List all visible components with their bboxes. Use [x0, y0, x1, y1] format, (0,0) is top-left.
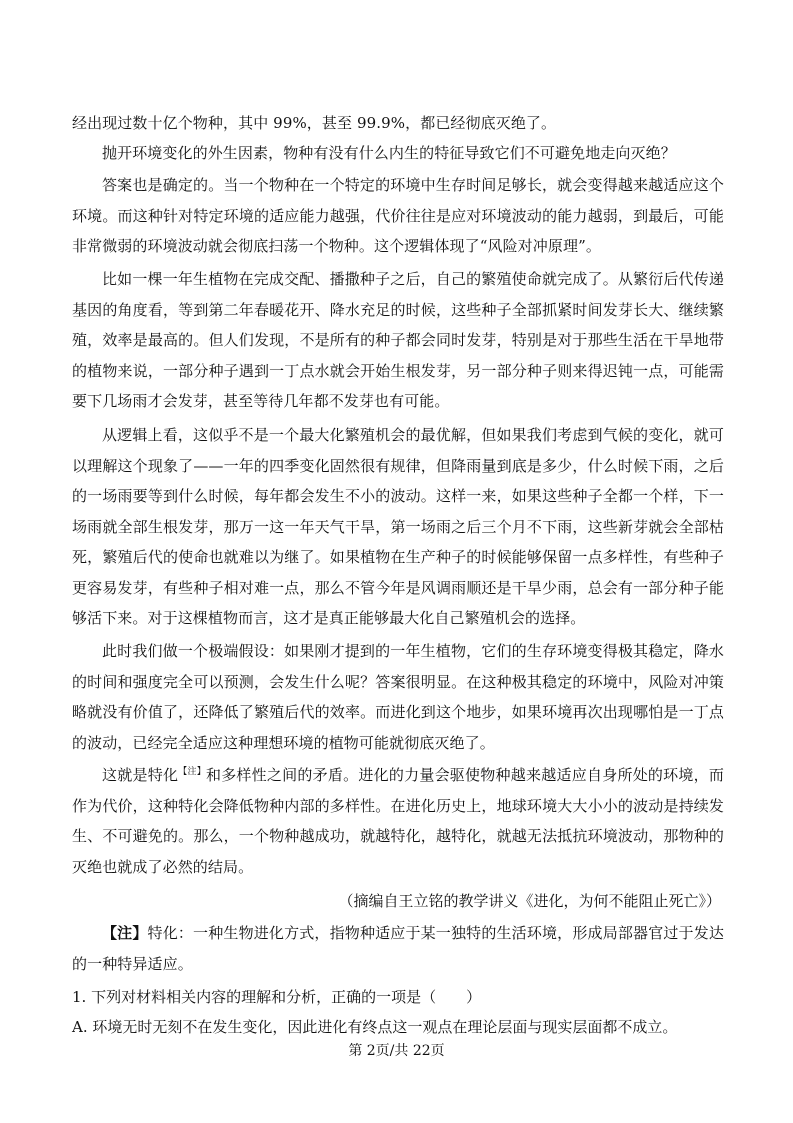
question-option-a: A. 环境无时无刻不在发生变化，因此进化有终点这一观点在理论层面与现实层面都不成立。	[72, 1018, 678, 1036]
note-marker: 【注】	[178, 767, 206, 777]
paragraph-answer: 答案也是确定的。当一个物种在一个特定的环境中生存时间足够长，就会变得越来越适应这个环境。而这种针对特定环境的适应能力越强，代价往往是应对环境波动的能力越弱，到最后，可能非常微弱的环境波动就会彻底扫荡一个物种。这个逻辑体现了“风险对冲原理”。	[72, 176, 724, 255]
paragraph-plant-example: 比如一棵一年生植物在完成交配、播撒种子之后，自己的繁殖使命就完成了。从繁衍后代传递基因的角度看，等到第二年春暖花开、降水充足的时候，这些种子全部抓紧时间发芽长大、继续繁殖，效率是最高的。但人们发现，不是所有的种子都会同时发芽，特别是对于那些生活在干旱地带的植物来说，一部分种子遇到一丁点水就会开始生根发芽，另一部分种子则来得迟钝一点，可能需要下几场雨才会发芽，甚至等待几年都不发芽也有可能。	[72, 270, 724, 410]
specialization-text-start: 这就是特化	[102, 766, 179, 784]
specialization-text-rest: 和多样性之间的矛盾。进化的力量会驱使物种越来越适应自身所处的环境，而作为代价，这种特化会降低物种内部的多样性。在进化历史上，地球环境大大小小的波动是持续发生、不可避免的。那么，一个物种越成功，就越特化，越特化，就越无法抵抗环境波动，那物种的灭绝也就成了必然的结局。	[72, 766, 724, 876]
paragraph-continuation: 经出现过数十亿个物种，其中 99%，甚至 99.9%，都已经彻底灭绝了。	[72, 114, 557, 132]
question-stem: 1. 下列对材料相关内容的理解和分析，正确的一项是（ ）	[72, 988, 482, 1006]
footnote-text: 特化：一种生物进化方式，指物种适应于某一独特的生活环境，形成局部器官过于发达的一种特异适应。	[72, 924, 724, 973]
page-footer: 第 2页/共 22页	[348, 1043, 445, 1059]
footnote-label: 【注】	[102, 924, 148, 942]
paragraph-question: 抛开环境变化的外生因素，物种有没有什么内生的特征导致它们不可避免地走向灭绝？	[102, 144, 676, 162]
source-citation: （摘编自王立铭的教学讲义《进化，为何不能阻止死亡》）	[338, 892, 721, 910]
paragraph-specialization	[72, 760, 724, 882]
paragraph-logic: 从逻辑上看，这似乎不是一个最大化繁殖机会的最优解，但如果我们考虑到气候的变化，就可以理解这个现象了——一年的四季变化固然很有规律，但降雨量到底是多少，什么时候下雨，之后的一场雨要等到什么时候，每年都会发生不小的波动。这样一来，如果这些种子全都一个样，下一场雨就全部生根发芽，那万一这一年天气干旱，第一场雨之后三个月不下雨，这些新芽就会全部枯死，繁殖后代的使命也就难以为继了。如果植物在生产种子的时候能够保留一点多样性，有些种子更容易发芽，有些种子相对难一点，那么不管今年是风调雨顺还是干旱少雨，总会有一部分种子能够活下来。对于这棵植物而言，这才是真正能够最大化自己繁殖机会的选择。	[72, 426, 724, 627]
footnote	[72, 918, 724, 979]
paragraph-extreme-assumption: 此时我们做一个极端假设：如果刚才提到的一年生植物，它们的生存环境变得极其稳定，降水的时间和强度完全可以预测，会发生什么呢？答案很明显。在这种极其稳定的环境中，风险对冲策略就没有价值了，还降低了繁殖后代的效率。而进化到这个地步，如果环境再次出现哪怕是一丁点的波动，已经完全适应这种理想环境的植物可能就彻底灭绝了。	[72, 642, 724, 752]
